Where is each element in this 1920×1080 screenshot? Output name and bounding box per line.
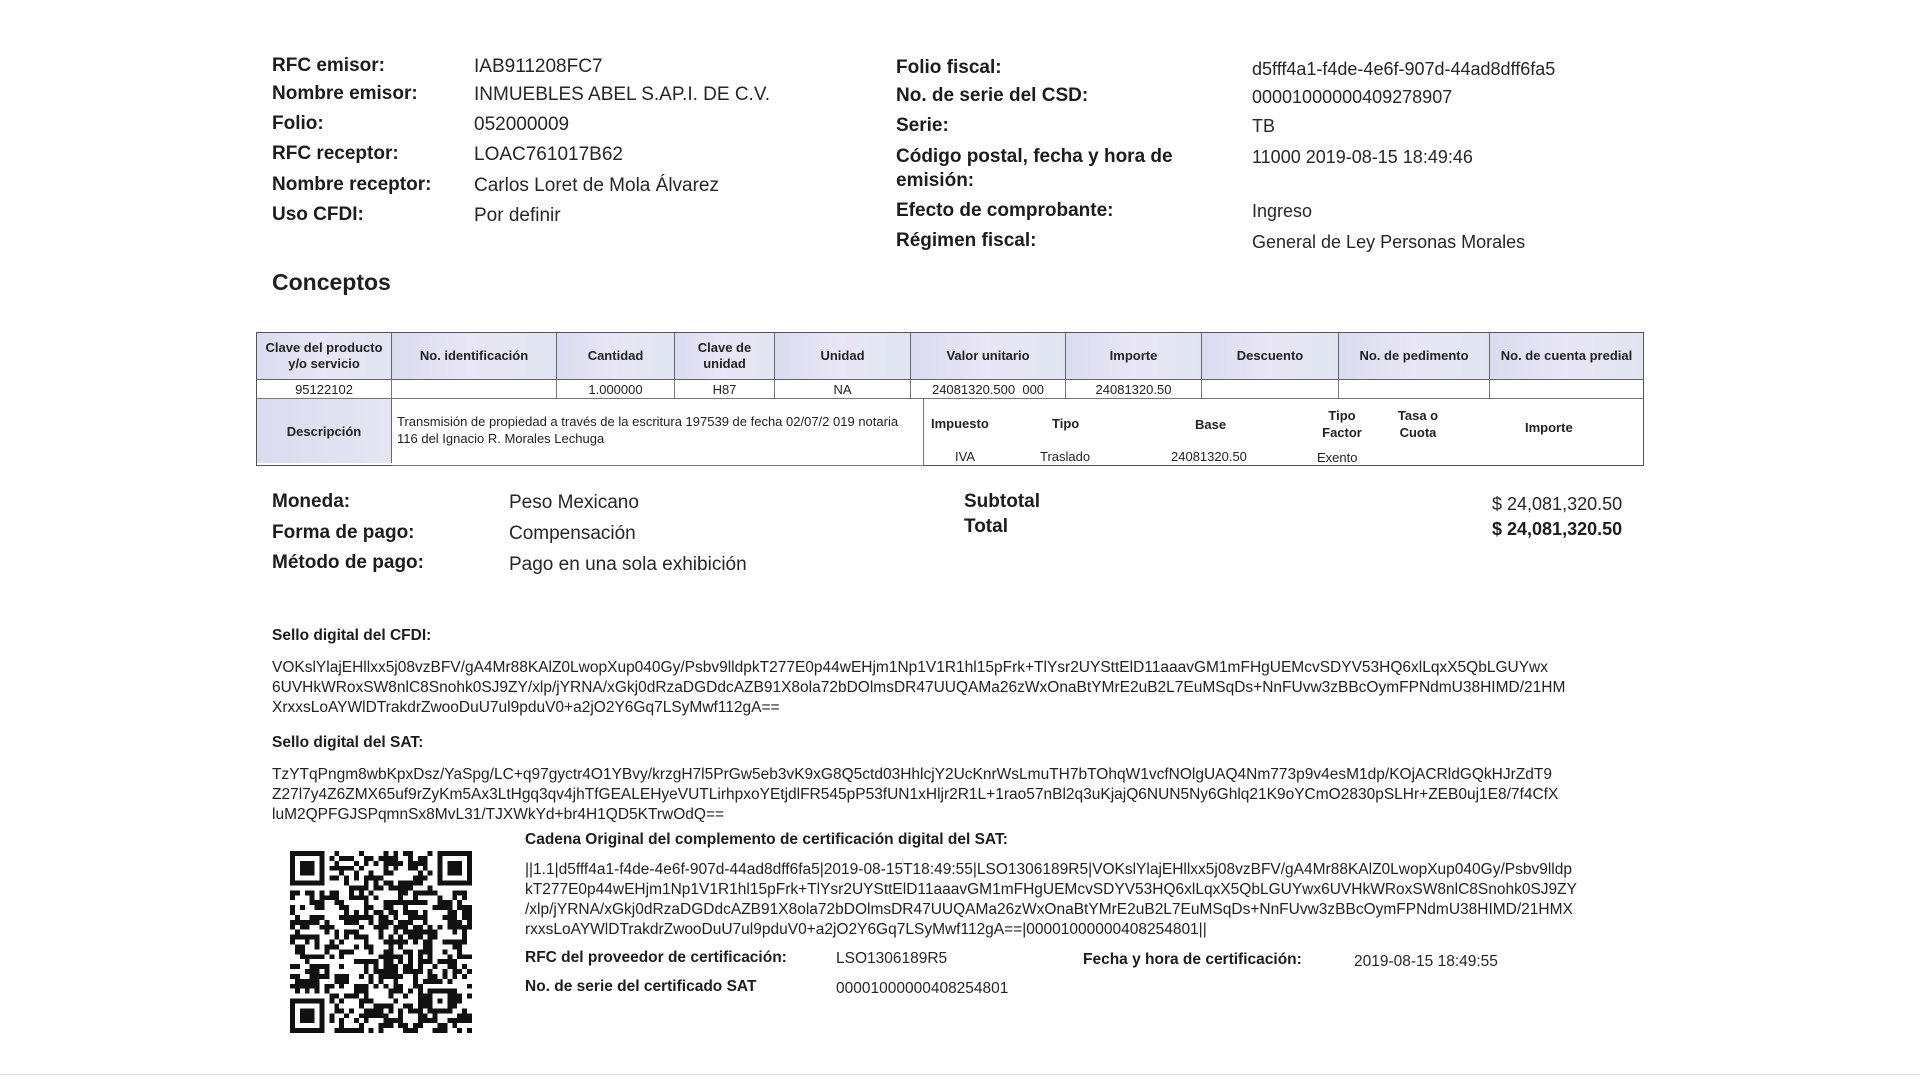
- cell-clave-unidad: H87: [675, 380, 775, 399]
- nombre-emisor-value: INMUEBLES ABEL S.AP.I. DE C.V.: [474, 84, 771, 105]
- folio-fiscal-label: Folio fiscal:: [896, 57, 1002, 78]
- sello-cfdi-label: Sello digital del CFDI:: [272, 627, 432, 644]
- serie-certificado-label: No. de serie del certificado SAT: [525, 978, 757, 995]
- tax-importe-header: Importe: [1525, 420, 1573, 435]
- concepts-table: [256, 332, 1644, 466]
- cell-cuenta-predial: [1490, 380, 1643, 399]
- cadena-line-3: /xlp/jYRNA/xGkj0dRzaDGDdcAZB91X8ola72bDOlmsDR47UUQAMa26zWxOnaBtYMrE2uB2L7EuMSqDs+NnFUvw3zBBcOymFPNdmU38HIMD/21HMX: [525, 901, 1573, 918]
- metodo-pago-label: Método de pago:: [272, 552, 424, 573]
- moneda-value: Peso Mexicano: [509, 492, 639, 513]
- th-cantidad: Cantidad: [557, 333, 675, 380]
- cell-clave-producto: 95122102: [257, 380, 392, 399]
- folio-fiscal-value: d5fff4a1-f4de-4e6f-907d-44ad8dff6fa5: [1252, 59, 1556, 79]
- rfc-emisor-label: RFC emisor:: [272, 55, 385, 76]
- cell-importe: 24081320.50: [1066, 380, 1202, 399]
- sello-sat-line-1: TzYTqPngm8wbKpxDsz/YaSpg/LC+q97gyctr4O1YBvy/krzgH7l5PrGw5eb3vK9xG8Q5ctd03HhlcjY2UcKnrWsLmuTH7bTOhqW1vcfNOlgUAQ4Nm773p9v4esM1dp/KOjACRldGQkHJrZdT9: [272, 766, 1552, 783]
- serie-label: Serie:: [896, 115, 949, 136]
- cadena-line-4: rxxsLoAYWlDTrakdrZwooDuU7ul9pduV0+a2jO2Y6Gq7LSyMwf112gA==|00001000000408254801||: [525, 921, 1207, 938]
- cell-cantidad: 1.000000: [557, 380, 675, 399]
- tax-base-header: Base: [1195, 417, 1227, 432]
- total-value: $ 24,081,320.50: [1492, 519, 1623, 539]
- regimen-value: General de Ley Personas Morales: [1252, 232, 1526, 252]
- th-valor-unitario: Valor unitario: [911, 333, 1066, 380]
- th-clave-producto: Clave del producto y/o servicio: [257, 333, 392, 380]
- subtotal-label: Subtotal: [964, 491, 1040, 512]
- th-clave-unidad: Clave de unidad: [675, 333, 775, 380]
- th-no-pedimento: No. de pedimento: [1339, 333, 1490, 380]
- cell-unidad: NA: [775, 380, 911, 399]
- cadena-label: Cadena Original del complemento de certificación digital del SAT:: [525, 831, 1008, 848]
- folio-label: Folio:: [272, 113, 324, 134]
- regimen-label: Régimen fiscal:: [896, 230, 1037, 251]
- rfc-proveedor-value: LSO1306189R5: [836, 950, 948, 967]
- folio-value: 052000009: [474, 114, 570, 135]
- tax-tipo-factor-value: Exento: [1317, 450, 1358, 465]
- sello-sat-label: Sello digital del SAT:: [272, 734, 424, 751]
- sello-cfdi-line-2: 6UVHkWRoxSW8nlC8Snohk0SJ9ZY/xlp/jYRNA/xGkj0dRzaDGDdcAZB91X8ola72bDOlmsDR47UUQAMa26zWxOnaBtYMrE2uB2L7EuMSqDs+NnFUvw3zBBcOymFPNdmU38HIMD/21HM: [272, 679, 1566, 696]
- moneda-label: Moneda:: [272, 491, 351, 512]
- tax-tipo-header: Tipo: [1052, 416, 1080, 431]
- tax-tipo-value: Traslado: [1040, 449, 1091, 464]
- rfc-emisor-value: IAB911208FC7: [474, 56, 603, 77]
- subtotal-value: $ 24,081,320.50: [1492, 494, 1623, 514]
- fecha-certificacion-label: Fecha y hora de certificación:: [1083, 951, 1302, 968]
- serie-value: TB: [1252, 116, 1276, 136]
- rfc-proveedor-label: RFC del proveedor de certificación:: [525, 949, 787, 966]
- forma-pago-label: Forma de pago:: [272, 522, 415, 543]
- tax-impuesto-header: Impuesto: [931, 416, 989, 431]
- sello-sat-line-2: Z27l7y4Z6ZMX65uf9rZyKm5Ax3LtHgq3qv4jhTfGEALEHyeVUTLirhpxoYEtjdlFR545pP53fUN1xHljr2R1L+1rao57nBl2q3uKjajQ6NUN5Ny6Ghlq21K9oYCmO2830pSLHr+ZEB0uj1E8/7f4CfX: [272, 786, 1559, 803]
- cadena-line-2: kT277E0p44wEHjm1Np1V1R1hl15pFrk+TlYsr2UYSttElD11aaavGM1mFHgUEMcvSDYV53HQ6xlLqxX5QbLGUYwx6UVHkWRoxSW8nlC8Snohk0SJ9ZY: [525, 881, 1577, 898]
- metodo-pago-value: Pago en una sola exhibición: [509, 554, 747, 575]
- codigo-postal-label: Código postal, fecha y hora de: [896, 146, 1173, 167]
- qr-code: [289, 851, 473, 1033]
- rfc-receptor-label: RFC receptor:: [272, 143, 399, 164]
- tax-base-value: 24081320.50: [1171, 449, 1247, 464]
- uso-cfdi-value: Por definir: [474, 205, 561, 226]
- serie-csd-value: 00001000000409278907: [1252, 87, 1453, 107]
- descripcion-text: Transmisión de propiedad a través de la escritura 197539 de fecha 02/07/2 019 notaria 116 del Ignacio R. Morales Lechuga: [397, 414, 899, 446]
- conceptos-title: Conceptos: [272, 269, 391, 295]
- cell-no-pedimento: [1339, 380, 1490, 399]
- fecha-certificacion-value: 2019-08-15 18:49:55: [1354, 953, 1498, 970]
- page-bottom-edge: [0, 1074, 1920, 1075]
- serie-certificado-value: 00001000000408254801: [836, 980, 1009, 997]
- efecto-label: Efecto de comprobante:: [896, 200, 1114, 221]
- sello-cfdi-line-1: VOKslYlajEHllxx5j08vzBFV/gA4Mr88KAlZ0LwopXup040Gy/Psbv9lldpkT277E0p44wEHjm1Np1V1R1hl15pFrk+TlYsr2UYSttElD11aaavGM1mFHgUEMcvSDYV53HQ6xlLqxX5QbLGUYwx: [272, 659, 1548, 676]
- th-no-identificacion: No. identificación: [392, 333, 557, 380]
- sello-cfdi-line-3: XrxxsLoAYWlDTrakdrZwooDuU7ul9pduV0+a2jO2Y6Gq7LSyMwf112gA==: [272, 699, 780, 716]
- tax-impuesto-value: IVA: [955, 449, 975, 464]
- nombre-emisor-label: Nombre emisor:: [272, 83, 418, 104]
- th-importe: Importe: [1066, 333, 1202, 380]
- th-descuento: Descuento: [1202, 333, 1339, 380]
- cell-descuento: [1202, 380, 1339, 399]
- total-label: Total: [964, 516, 1008, 537]
- cadena-line-1: ||1.1|d5fff4a1-f4de-4e6f-907d-44ad8dff6fa5|2019-08-15T18:49:55|LSO1306189R5|VOKslYlajEHllxx5j08vzBFV/gA4Mr88KAlZ0LwopXup040Gy/Psbv9lldp: [525, 861, 1572, 878]
- cell-no-identificacion: [392, 380, 557, 399]
- codigo-postal-label-2: emisión:: [896, 170, 975, 191]
- nombre-receptor-value: Carlos Loret de Mola Álvarez: [474, 175, 719, 196]
- descripcion-label: Descripción: [257, 399, 392, 463]
- th-unidad: Unidad: [775, 333, 911, 380]
- nombre-receptor-label: Nombre receptor:: [272, 174, 432, 195]
- sello-sat-line-3: luM2QPFGJSPqmnSx8MvL31/TJXWkYd+br4H1QD5KTrwOdQ==: [272, 806, 725, 823]
- serie-csd-label: No. de serie del CSD:: [896, 85, 1089, 106]
- codigo-postal-value: 11000 2019-08-15 18:49:46: [1252, 147, 1473, 167]
- forma-pago-value: Compensación: [509, 523, 636, 544]
- rfc-receptor-value: LOAC761017B62: [474, 144, 623, 165]
- tax-tipo-factor-header: Tipo Factor: [1322, 408, 1362, 440]
- tax-tasa-header: Tasa o Cuota: [1397, 408, 1439, 440]
- th-cuenta-predial: No. de cuenta predial: [1490, 333, 1643, 380]
- cell-valor-unitario: 24081320.500 000: [911, 380, 1066, 399]
- uso-cfdi-label: Uso CFDI:: [272, 204, 364, 225]
- efecto-value: Ingreso: [1252, 201, 1313, 221]
